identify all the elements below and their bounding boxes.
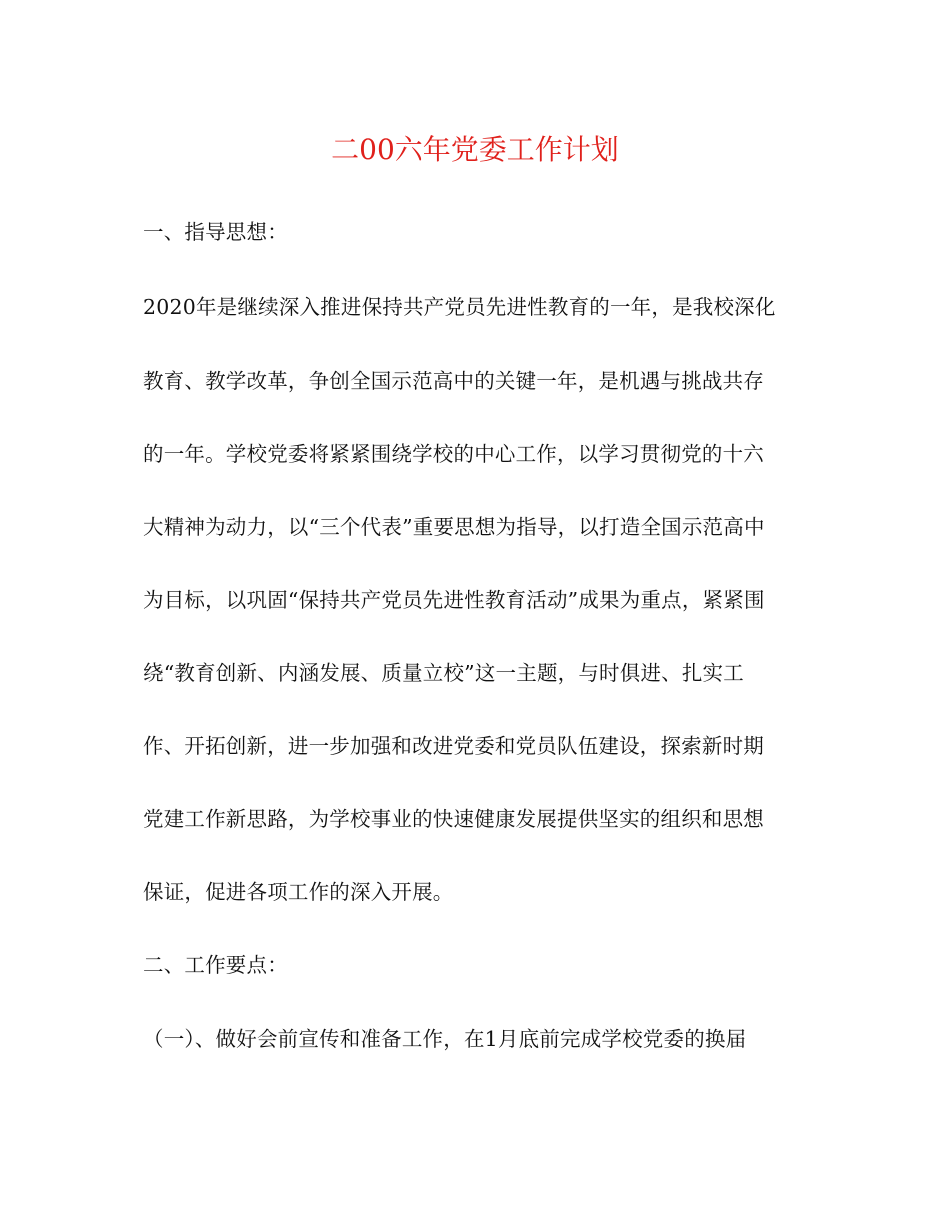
paragraph-line: 党建工作新思路，为学校事业的快速健康发展提供坚实的组织和思想 <box>143 807 764 831</box>
paragraph-line: 为目标，以巩固“保持共产党员先进性教育活动”成果为重点，紧紧围 <box>143 588 765 612</box>
paragraph-line: （一）、做好会前宣传和准备工作，在1月底前完成学校党委的换届 <box>143 1027 747 1051</box>
section-heading-work-points: 二、工作要点： <box>143 953 288 977</box>
paragraph-line: 2020年是继续深入推进保持共产党员先进性教育的一年，是我校深化 <box>143 295 776 319</box>
paragraph-line: 作、开拓创新，进一步加强和改进党委和党员队伍建设，探索新时期 <box>143 734 764 758</box>
paragraph-line: 的一年。学校党委将紧紧围绕学校的中心工作，以学习贯彻党的十六 <box>143 442 764 466</box>
paragraph-line: 保证，促进各项工作的深入开展。 <box>143 880 454 904</box>
document-title: 二00六年党委工作计划 <box>331 133 619 166</box>
paragraph-line: 大精神为动力，以“三个代表”重要思想为指导，以打造全国示范高中 <box>143 515 765 539</box>
paragraph-line: 教育、教学改革，争创全国示范高中的关键一年，是机遇与挑战共存 <box>143 369 764 393</box>
paragraph-line: 绕“教育创新、内涵发展、质量立校”这一主题，与时俱进、扎实工 <box>143 661 744 685</box>
section-heading-guiding-thought: 一、指导思想： <box>143 220 288 244</box>
